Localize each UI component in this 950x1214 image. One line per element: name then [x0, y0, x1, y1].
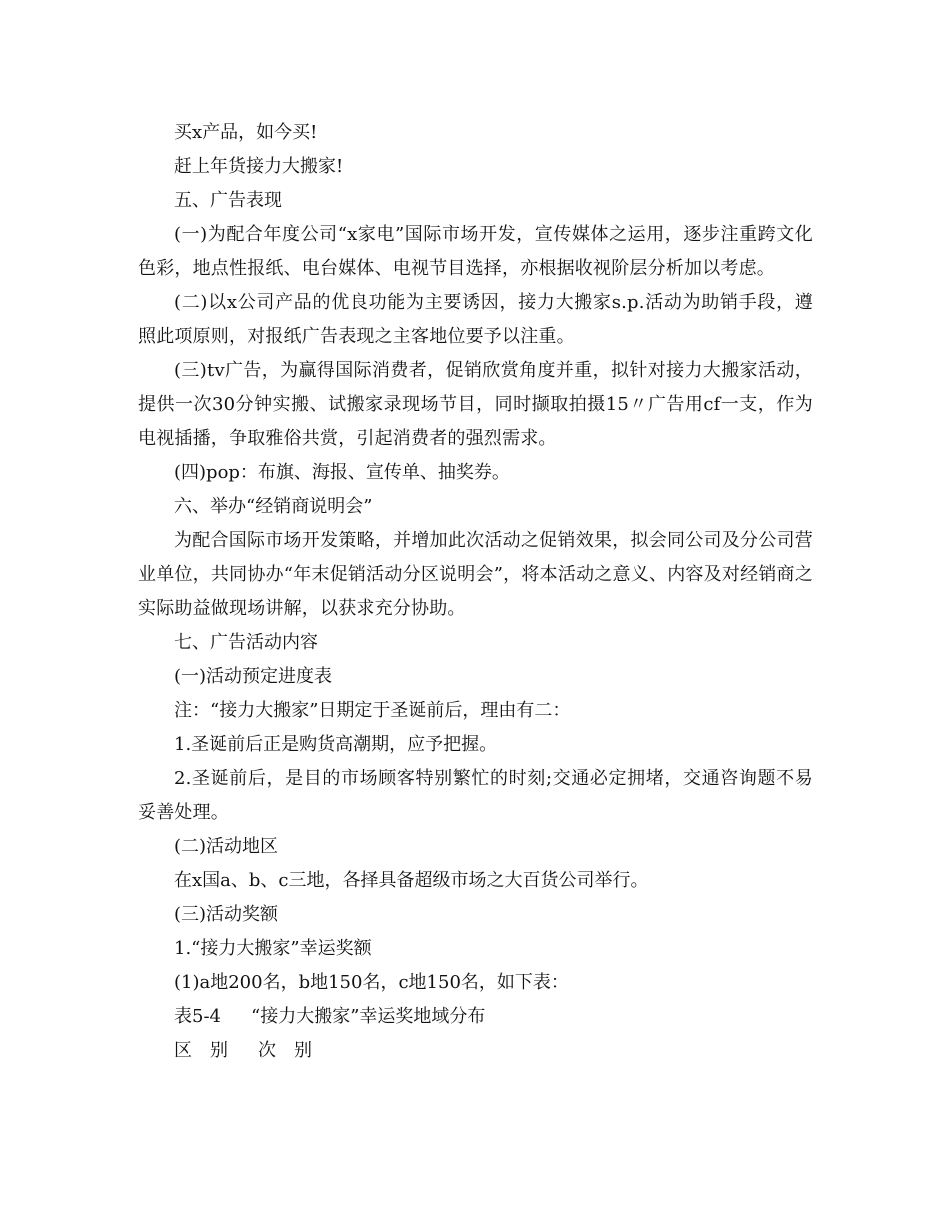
slogan-line-2: 赶上年货接力大搬家!	[174, 156, 344, 177]
table-header-char: 次	[258, 1040, 276, 1061]
table-header-char: 别	[294, 1040, 312, 1061]
table-number: 表5-4	[174, 1006, 221, 1027]
section-heading-7: 七、广告活动内容	[174, 632, 318, 653]
table-caption	[138, 1000, 813, 1034]
paragraph-ad-1: (一)为配合年度公司“x家电”国际市场开发，宣传媒体之运用，逐步注重跨文化色彩，地点性报纸、电台媒体、电视节目选择，亦根据收视阶层分析加以考虑。	[138, 224, 813, 279]
paragraph-ad-4: (四)pop：布旗、海报、宣传单、抽奖券。	[174, 462, 510, 483]
section-heading-6: 六、举办“经销商说明会”	[174, 496, 373, 517]
table-header-char: 区	[174, 1040, 192, 1061]
table-title: “接力大搬家”幸运奖地域分布	[251, 1006, 486, 1027]
section-heading-5: 五、广告表现	[174, 190, 282, 211]
slogan-line-1: 买x产品，如今买!	[174, 122, 318, 143]
table-header-row	[138, 1034, 813, 1068]
subheading-prizes: (三)活动奖额	[174, 904, 279, 925]
paragraph-dealer-meeting: 为配合国际市场开发策略，并增加此次活动之促销效果，拟会同公司及分公司营业单位，共同协办“年末促销活动分区说明会”，将本活动之意义、内容及对经销商之实际助益做现场讲解，以获求充分协助。	[138, 530, 813, 619]
table-header-char: 别	[210, 1040, 228, 1061]
note-line: 注：“接力大搬家”日期定于圣诞前后，理由有二：	[174, 700, 571, 721]
subheading-area: (二)活动地区	[174, 836, 279, 857]
area-description: 在x国a、b、c三地，各择具备超级市场之大百货公司举行。	[174, 870, 649, 891]
reason-1: 1.圣诞前后正是购货高潮期，应予把握。	[174, 734, 498, 755]
paragraph-ad-3: (三)tv广告，为赢得国际消费者，促销欣赏角度并重，拟针对接力大搬家活动，提供一次30分钟实搬、试搬家录现场节目，同时撷取拍摄15〃广告用cf一支，作为电视插播，争取雅俗共赏，引起消费者的强烈需求。	[138, 360, 813, 449]
prize-distribution: (1)a地200名，b地150名，c地150名，如下表：	[174, 972, 569, 993]
document-body	[138, 116, 813, 1068]
prize-item-1: 1.“接力大搬家”幸运奖额	[174, 938, 372, 959]
reason-2: 2.圣诞前后，是目的市场顾客特别繁忙的时刻;交通必定拥堵，交通咨询题不易妥善处理。	[138, 768, 813, 823]
subheading-schedule: (一)活动预定进度表	[174, 666, 333, 687]
paragraph-ad-2: (二)以x公司产品的优良功能为主要诱因，接力大搬家s.p.活动为助销手段，遵照此项原则，对报纸广告表现之主客地位要予以注重。	[138, 292, 813, 347]
